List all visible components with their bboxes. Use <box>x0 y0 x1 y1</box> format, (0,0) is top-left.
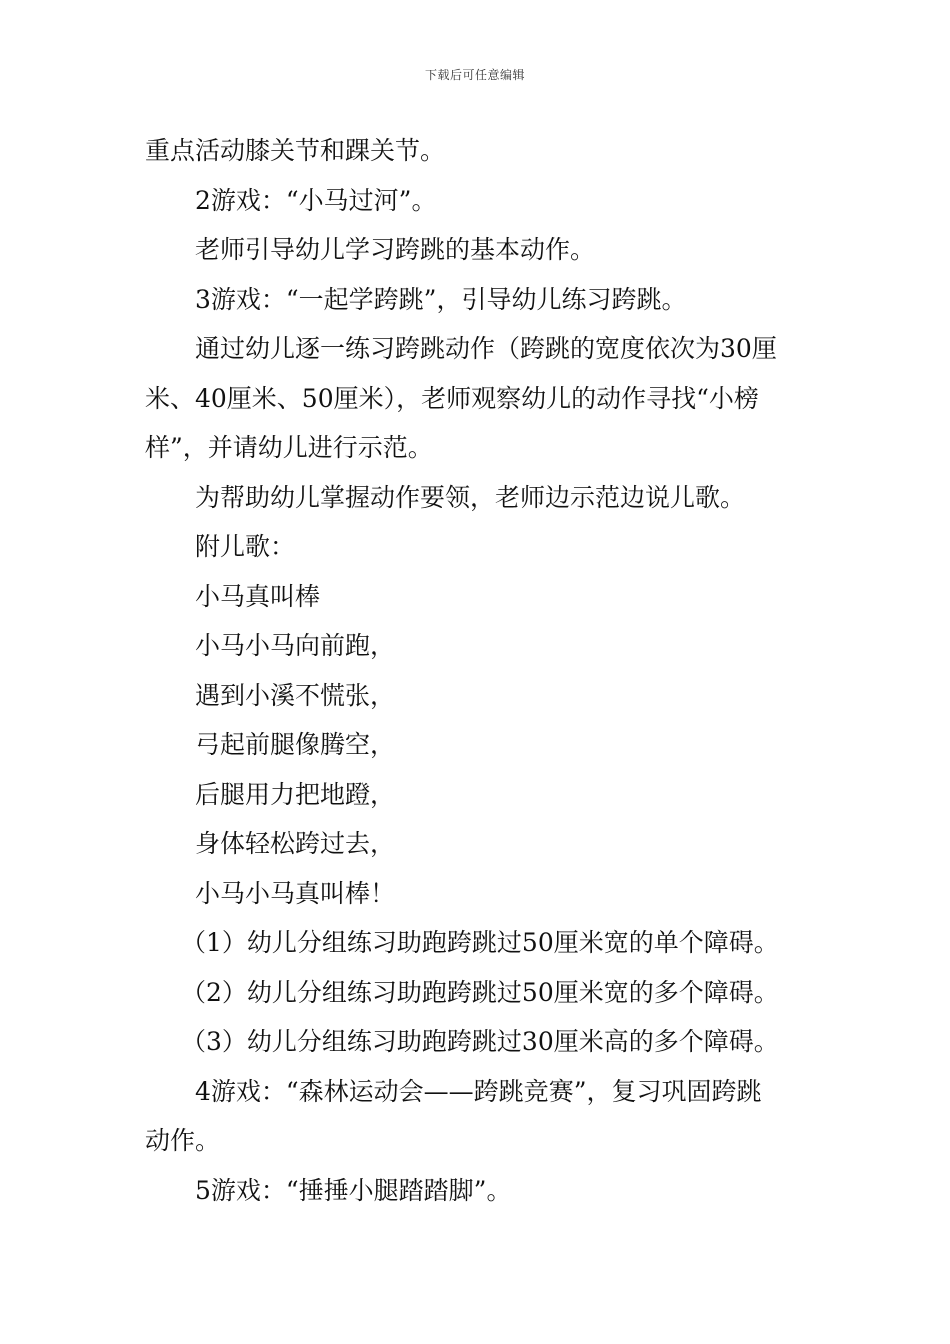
text-line: 3游戏：“一起学跨跳”，引导幼儿练习跨跳。 <box>195 284 687 314</box>
text-line: 老师引导幼儿学习跨跳的基本动作。 <box>195 235 596 264</box>
list-item: （2）幼儿分组练习助跑跨跳过50厘米宽的多个障碍。 <box>181 977 779 1007</box>
text-line: 通过幼儿逐一练习跨跳动作（跨跳的宽度依次为30厘 <box>195 334 777 363</box>
document-body <box>145 126 810 1215</box>
poem-line: 身体轻松跨过去， <box>195 829 396 858</box>
poem-title: 小马真叫棒 <box>195 581 321 611</box>
list-item: （3）幼儿分组练习助跑跨跳过30厘米高的多个障碍。 <box>181 1027 779 1056</box>
text-line: 样”，并请幼儿进行示范。 <box>145 433 433 462</box>
text-line: 附儿歌： <box>195 532 296 561</box>
text-line: 5游戏：“捶捶小腿踏踏脚”。 <box>195 1175 512 1205</box>
text-line: 动作。 <box>145 1126 221 1155</box>
text-line: 重点活动膝关节和踝关节。 <box>145 136 446 165</box>
list-item: （1）幼儿分组练习助跑跨跳过50厘米宽的单个障碍。 <box>181 928 779 957</box>
poem-line: 小马小马真叫棒！ <box>195 878 396 908</box>
text-line: 为帮助幼儿掌握动作要领，老师边示范边说儿歌。 <box>195 482 746 512</box>
text-line: 米、40厘米、50厘米），老师观察幼儿的动作寻找“小榜 <box>145 383 759 413</box>
poem-line: 小马小马向前跑， <box>195 631 396 660</box>
page-header: 下载后可任意编辑 <box>424 68 525 82</box>
text-line: 4游戏：“森林运动会——跨跳竞赛”，复习巩固跨跳 <box>195 1076 762 1106</box>
poem-line: 遇到小溪不慌张， <box>195 680 396 710</box>
text-line: 2游戏：“小马过河”。 <box>195 185 437 215</box>
poem-line: 后腿用力把地蹬， <box>195 779 396 809</box>
poem-line: 弓起前腿像腾空， <box>195 730 396 759</box>
